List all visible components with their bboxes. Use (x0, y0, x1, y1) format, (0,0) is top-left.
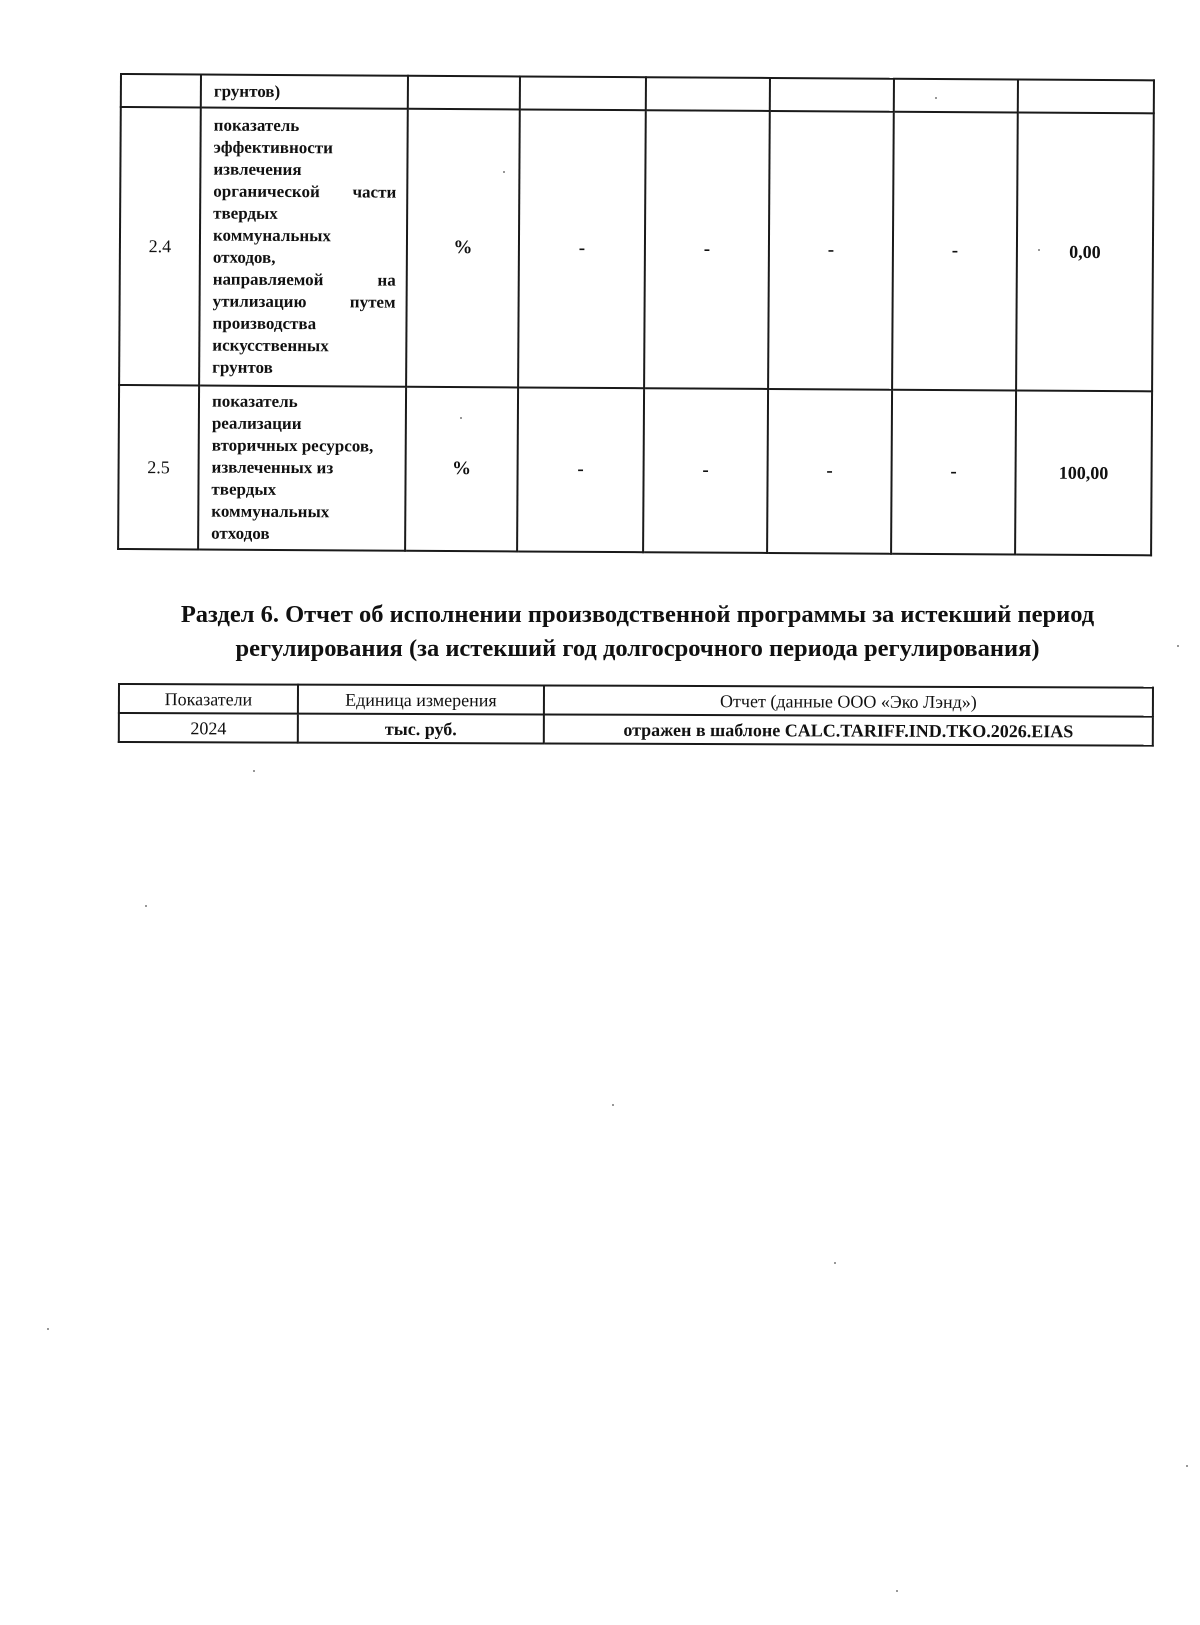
scan-speck (460, 417, 462, 419)
description-line: утилизацию путем (212, 291, 396, 312)
scan-speck (145, 905, 147, 907)
description-line: извлеченных из (211, 457, 334, 478)
description-line: грунтов (212, 357, 273, 377)
row-number: 2.5 (118, 385, 199, 549)
value-cell: - (517, 387, 644, 552)
table-header-row (119, 684, 1153, 717)
description-line: производства (212, 313, 317, 334)
result-cell: 100,00 (1015, 390, 1152, 555)
section-title (120, 598, 1155, 666)
scan-speck (896, 1590, 898, 1592)
description-line: реализации (211, 413, 302, 434)
unit-cell: % (405, 387, 518, 552)
result-cell (1018, 79, 1154, 113)
scan-speck (935, 97, 937, 99)
column-header: Отчет (данные ООО «Эко Лэнд») (544, 685, 1153, 716)
description-line: направляемой на (212, 269, 396, 290)
scan-speck (1038, 249, 1040, 251)
value-cell (770, 78, 894, 112)
description-line: органической части (213, 181, 397, 202)
table-cell: 2024 (119, 713, 298, 743)
value-cell: - (518, 109, 646, 388)
description-line: отходов, (212, 247, 276, 267)
value-cell (894, 79, 1018, 113)
scan-speck (612, 1104, 614, 1106)
unit-cell (408, 76, 520, 110)
value-cell: - (768, 111, 894, 390)
value-cell: - (643, 388, 768, 553)
scan-speck (253, 770, 255, 772)
indicators-table (117, 73, 1155, 556)
description-line: показатель (211, 391, 298, 412)
result-cell: 0,00 (1016, 112, 1154, 391)
description-line: коммунальных (211, 501, 330, 522)
description-line: отходов (211, 523, 270, 543)
value-cell: - (891, 390, 1016, 555)
description-line: эффективности (213, 137, 334, 158)
scan-speck (1186, 1465, 1188, 1467)
description-line: показатель (213, 115, 300, 136)
description-line: твердых (211, 479, 277, 499)
indicator-description (198, 385, 406, 550)
indicator-description (201, 74, 408, 108)
description-line: извлечения (213, 159, 302, 180)
value-cell (520, 76, 646, 110)
description-line: грунтов) (213, 81, 281, 101)
description-line: твердых (213, 203, 278, 223)
value-cell (646, 77, 770, 111)
table-row (118, 385, 1152, 555)
description-line: коммунальных (212, 225, 332, 246)
value-cell: - (767, 389, 892, 554)
value-cell: - (644, 110, 770, 389)
section-title-line: Раздел 6. Отчет об исполнении производственной программы за истекший период (180, 601, 1095, 628)
column-header: Единица измерения (298, 685, 544, 715)
value-cell: - (892, 112, 1018, 391)
scan-speck (1177, 645, 1179, 647)
report-table (118, 683, 1154, 747)
description-line: искусственных (212, 335, 329, 356)
table-cell: тыс. руб. (298, 714, 544, 744)
scan-speck (47, 1328, 49, 1330)
table-cell: отражен в шаблоне CALC.TARIFF.IND.TKO.2026.EIAS (544, 714, 1153, 745)
column-header: Показатели (119, 684, 298, 714)
section-title-line: регулирования (за истекший год долгосрочного периода регулирования) (235, 635, 1040, 662)
table-row (119, 107, 1154, 391)
unit-cell: % (406, 109, 520, 388)
description-line: вторичных ресурсов, (211, 435, 374, 456)
scan-speck (503, 171, 505, 173)
row-number: 2.4 (119, 107, 201, 385)
scan-speck (834, 1262, 836, 1264)
table-row (119, 713, 1153, 746)
indicator-description (199, 107, 408, 386)
row-number (121, 74, 201, 107)
